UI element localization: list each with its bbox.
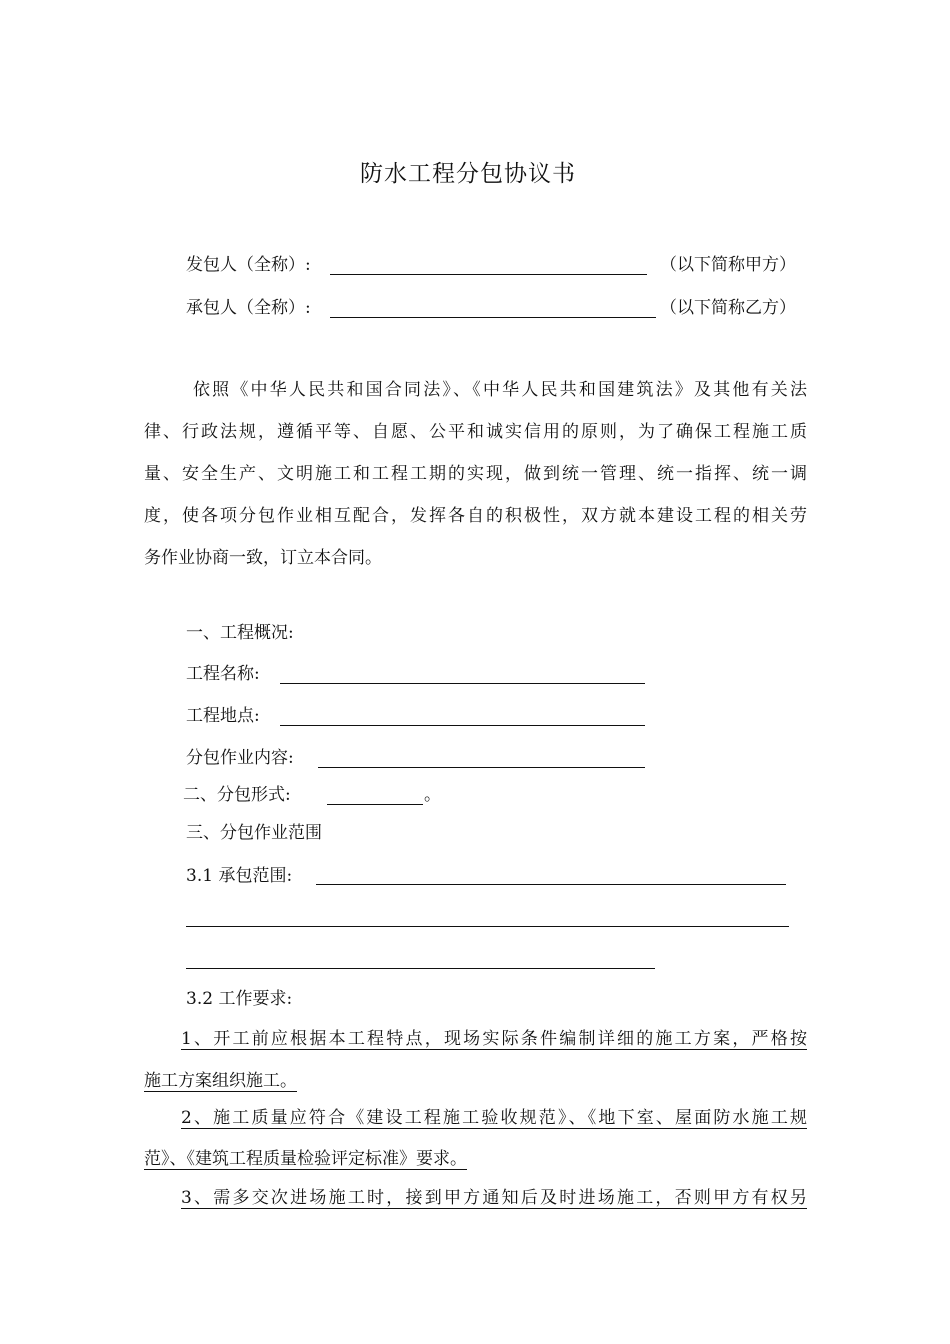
preamble-line-3: 量、安全生产、文明施工和工程工期的实现，做到统一管理、统一指挥、统一调: [144, 464, 807, 484]
contractor-name-blank[interactable]: [330, 274, 647, 275]
subcontractor-name-blank[interactable]: [330, 317, 656, 318]
work-content-label: 分包作业内容:: [186, 748, 294, 768]
preamble-line-4: 度，使各项分包作业相互配合，发挥各自的积极性，双方就本建设工程的相关劳: [144, 506, 807, 526]
project-location-blank[interactable]: [280, 725, 645, 726]
section2-end-mark: 。: [424, 785, 441, 805]
subcontractor-suffix: （以下简称乙方）: [660, 298, 796, 318]
subcontract-form-blank[interactable]: [327, 804, 423, 805]
contractor-suffix: （以下简称甲方）: [660, 255, 796, 275]
scope-label: 3.1 承包范围:: [186, 866, 293, 886]
scope-blank-2[interactable]: [186, 926, 789, 927]
subcontractor-label: 承包人（全称）:: [186, 298, 311, 318]
preamble-line-2: 律、行政法规，遵循平等、自愿、公平和诚实信用的原则，为了确保工程施工质: [144, 422, 807, 442]
section3-heading: 三、分包作业范围: [186, 823, 322, 843]
requirement-3-line-1: 3、需多交次进场施工时，接到甲方通知后及时进场施工，否则甲方有权另: [181, 1188, 807, 1208]
requirement-2-line-1: 2、施工质量应符合《建设工程施工验收规范》、《地下室、屋面防水施工规: [181, 1108, 807, 1128]
section1-heading: 一、工程概况:: [186, 623, 294, 643]
scope-blank-1[interactable]: [316, 884, 786, 885]
preamble-line-5: 务作业协商一致，订立本合同。: [144, 548, 382, 568]
work-content-blank[interactable]: [318, 767, 645, 768]
project-location-label: 工程地点:: [186, 706, 260, 726]
project-name-blank[interactable]: [280, 683, 645, 684]
project-name-label: 工程名称:: [186, 664, 260, 684]
scope-blank-3[interactable]: [186, 968, 655, 969]
requirement-1-line-1: 1、开工前应根据本工程特点，现场实际条件编制详细的施工方案，严格按: [181, 1029, 807, 1049]
document-title: 防水工程分包协议书: [360, 161, 576, 187]
requirement-1-line-2: 施工方案组织施工。: [144, 1071, 297, 1091]
preamble-line-1: 依照《中华人民共和国合同法》、《中华人民共和国建筑法》及其他有关法: [193, 380, 807, 400]
contractor-label: 发包人（全称）:: [186, 255, 311, 275]
requirement-2-line-2: 范》、《建筑工程质量检验评定标准》要求。: [144, 1149, 467, 1169]
section2-label: 二、分包形式:: [183, 785, 291, 805]
requirements-label: 3.2 工作要求:: [186, 989, 293, 1009]
